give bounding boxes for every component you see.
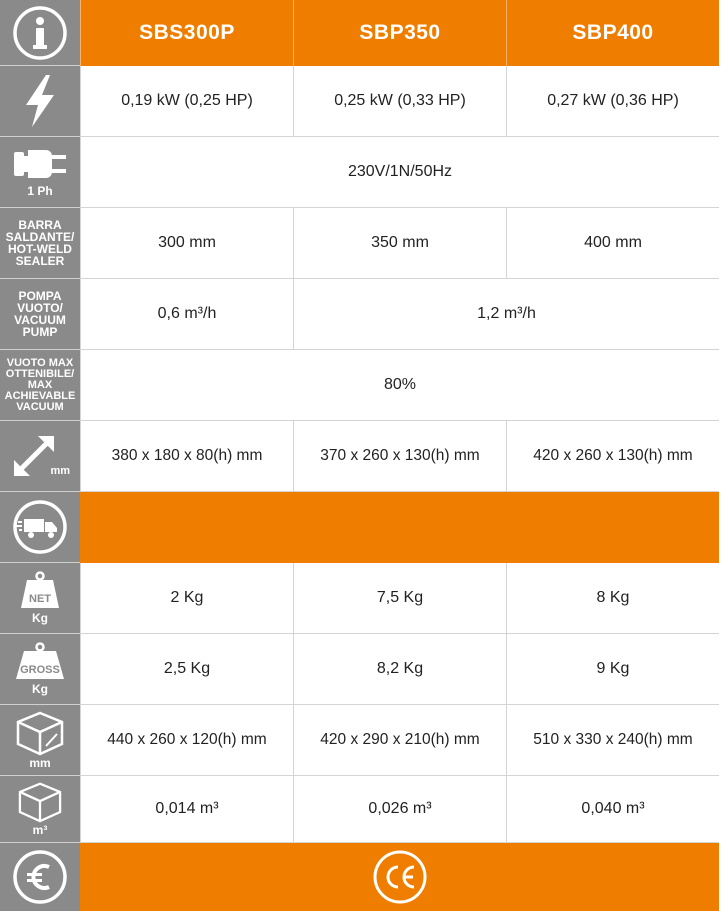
- gross-weight-value-3: 9 Kg: [506, 634, 719, 705]
- net-weight-unit: Kg: [32, 611, 48, 625]
- supply-value: 230V/1N/50Hz: [80, 137, 719, 208]
- dimensions-icon-cell: [0, 421, 80, 492]
- ce-band: [80, 843, 719, 911]
- power-row: [0, 66, 719, 137]
- dimensions-value-1: 380 x 180 x 80(h) mm: [80, 421, 293, 492]
- net-weight-icon: [18, 571, 62, 611]
- package-volume-row: [0, 776, 719, 843]
- gross-weight-value-2: 8,2 Kg: [293, 634, 506, 705]
- model-header-1: SBS300P: [80, 0, 293, 66]
- shipping-band: [80, 492, 719, 563]
- power-icon-cell: [0, 66, 80, 137]
- supply-row: [0, 137, 719, 208]
- package-dimensions-value-2: 420 x 290 x 210(h) mm: [293, 705, 506, 776]
- package-volume-icon-cell: [0, 776, 80, 843]
- power-value-2: 0,25 kW (0,33 HP): [293, 66, 506, 137]
- vacuum-label-cell: [0, 350, 80, 421]
- net-weight-icon-cell: [0, 563, 80, 634]
- power-value-3: 0,27 kW (0,36 HP): [506, 66, 719, 137]
- plug-icon: [12, 146, 68, 184]
- supply-icon-cell: [0, 137, 80, 208]
- power-value-1: 0,19 kW (0,25 HP): [80, 66, 293, 137]
- package-volume-icon: [14, 781, 66, 823]
- package-volume-value-2: 0,026 m³: [293, 776, 506, 843]
- package-dimensions-unit: mm: [29, 756, 51, 770]
- package-volume-value-3: 0,040 m³: [506, 776, 719, 843]
- euro-icon: [12, 849, 68, 905]
- package-dimensions-icon-cell: [0, 705, 80, 776]
- net-weight-value-2: 7,5 Kg: [293, 563, 506, 634]
- gross-weight-unit: Kg: [32, 682, 48, 696]
- package-dimensions-value-1: 440 x 260 x 120(h) mm: [80, 705, 293, 776]
- shipping-icon-cell: [0, 492, 80, 563]
- vacuum-value: 80%: [80, 350, 719, 421]
- net-weight-value-3: 8 Kg: [506, 563, 719, 634]
- package-box-icon: [14, 710, 66, 756]
- gross-weight-value-1: 2,5 Kg: [80, 634, 293, 705]
- vacuum-row: [0, 350, 719, 421]
- sealer-value-1: 300 mm: [80, 208, 293, 279]
- gross-weight-icon-cell: [0, 634, 80, 705]
- sealer-value-2: 350 mm: [293, 208, 506, 279]
- pump-value-2: 1,2 m³/h: [293, 279, 719, 350]
- ce-mark-icon: [372, 849, 428, 905]
- model-header-3: SBP400: [506, 0, 719, 66]
- price-row: [0, 843, 719, 911]
- pump-label: POMPA VUOTO/ VACUUM PUMP: [14, 289, 66, 339]
- dimensions-value-2: 370 x 260 x 130(h) mm: [293, 421, 506, 492]
- pump-value-1: 0,6 m³/h: [80, 279, 293, 350]
- sealer-row: [0, 208, 719, 279]
- gross-badge-text: GROSS: [20, 664, 60, 676]
- supply-phase-label: 1 Ph: [27, 184, 53, 198]
- dimensions-value-3: 420 x 260 x 130(h) mm: [506, 421, 719, 492]
- sealer-label: BARRA SALDANTE/ HOT-WELD SEALER: [5, 218, 75, 268]
- package-volume-value-1: 0,014 m³: [80, 776, 293, 843]
- model-header-2: SBP350: [293, 0, 506, 66]
- sealer-label-cell: [0, 208, 80, 279]
- vacuum-label: VUOTO MAX OTTENIBILE/ MAX ACHIEVABLE VACUUM: [4, 356, 76, 413]
- net-badge-text: NET: [29, 593, 51, 605]
- net-weight-row: [0, 563, 719, 634]
- package-dimensions-row: [0, 705, 719, 776]
- net-weight-value-1: 2 Kg: [80, 563, 293, 634]
- package-volume-unit: m³: [32, 823, 48, 837]
- info-icon: [12, 5, 68, 61]
- shipping-row: [0, 492, 719, 563]
- dimensions-unit: mm: [50, 465, 70, 477]
- lightning-icon: [20, 73, 60, 129]
- pump-row: [0, 279, 719, 350]
- package-dimensions-value-3: 510 x 330 x 240(h) mm: [506, 705, 719, 776]
- gross-weight-row: [0, 634, 719, 705]
- pump-label-cell: [0, 279, 80, 350]
- header-row: [0, 0, 719, 66]
- delivery-truck-icon: [12, 499, 68, 555]
- info-icon-cell: [0, 0, 80, 66]
- price-icon-cell: [0, 843, 80, 911]
- gross-weight-icon: [12, 642, 68, 682]
- sealer-value-3: 400 mm: [506, 208, 719, 279]
- dimensions-row: [0, 421, 719, 492]
